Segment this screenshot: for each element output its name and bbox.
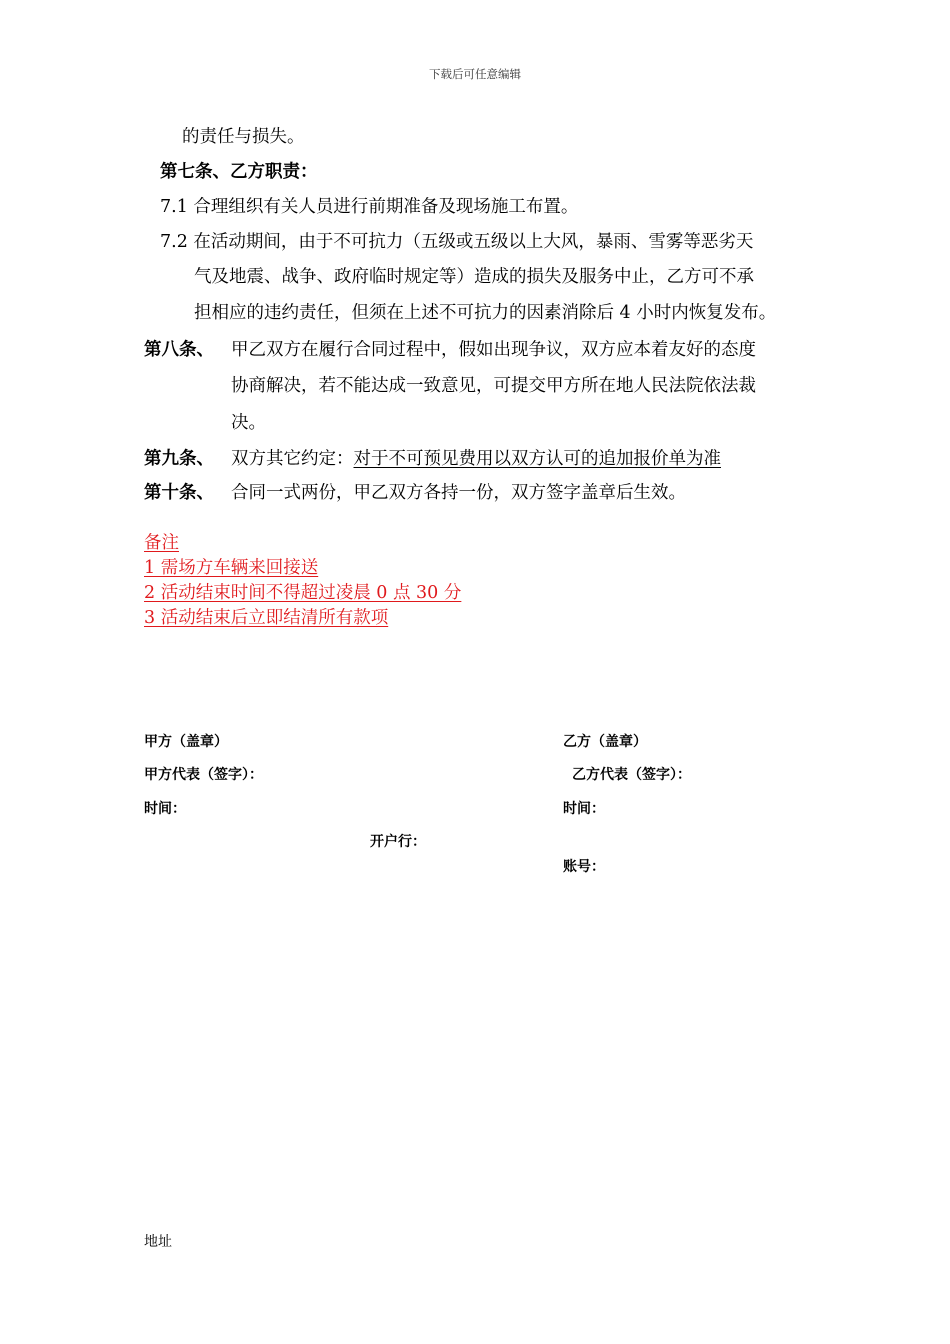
article-7-item-2-line-1: 7.2 在活动期间，由于不可抗力（五级或五级以上大风，暴雨、雪雾等恶劣天 xyxy=(160,232,754,252)
article-9-prefix: 双方其它约定： xyxy=(231,449,354,469)
article-9-text xyxy=(231,448,721,470)
article-7-item-2-line-3: 担相应的违约责任，但须在上述不可抗力的因素消除后 4 小时内恢复发布。 xyxy=(194,303,777,323)
article-8-line-2: 协商解决，若不能达成一致意见，可提交甲方所在地人民法院依法裁 xyxy=(231,376,756,396)
clause-continuation: 的责任与损失。 xyxy=(182,127,305,147)
article-8-line-3: 决。 xyxy=(231,413,266,433)
bank-label: 开户行： xyxy=(370,834,426,850)
account-label: 账号： xyxy=(563,859,605,875)
remarks-item-1: 1 需场方车辆来回接送 xyxy=(144,558,319,578)
article-7-title: 第七条、乙方职责： xyxy=(160,162,318,182)
remarks-item-3: 3 活动结束后立即结清所有款项 xyxy=(144,608,389,628)
article-8-label: 第八条、 xyxy=(144,340,214,360)
party-a-representative-label: 甲方代表（签字）： xyxy=(144,767,263,783)
article-10-text: 合同一式两份，甲乙双方各持一份，双方签字盖章后生效。 xyxy=(231,483,686,503)
remarks-item-2: 2 活动结束时间不得超过凌晨 0 点 30 分 xyxy=(144,583,462,603)
article-7-item-2-line-2: 气及地震、战争、政府临时规定等）造成的损失及服务中止，乙方可不承 xyxy=(194,267,754,287)
party-b-time-label: 时间： xyxy=(563,801,605,817)
party-a-time-label: 时间： xyxy=(144,801,186,817)
address-label: 地址 xyxy=(144,1234,172,1250)
article-9-underlined-term: 对于不可预见费用以双方认可的追加报价单为准 xyxy=(353,449,721,469)
page-header-note: 下载后可任意编辑 xyxy=(429,67,521,81)
party-b-representative-label: 乙方代表（签字）： xyxy=(572,767,691,783)
article-7-item-1: 7.1 合理组织有关人员进行前期准备及现场施工布置。 xyxy=(160,197,579,217)
article-9-label: 第九条、 xyxy=(144,449,214,469)
remarks-title: 备注 xyxy=(144,533,179,553)
party-a-seal-label: 甲方（盖章） xyxy=(144,734,228,750)
party-b-seal-label: 乙方（盖章） xyxy=(563,734,647,750)
article-8-line-1: 甲乙双方在履行合同过程中，假如出现争议，双方应本着友好的态度 xyxy=(231,340,756,360)
article-10-label: 第十条、 xyxy=(144,483,214,503)
